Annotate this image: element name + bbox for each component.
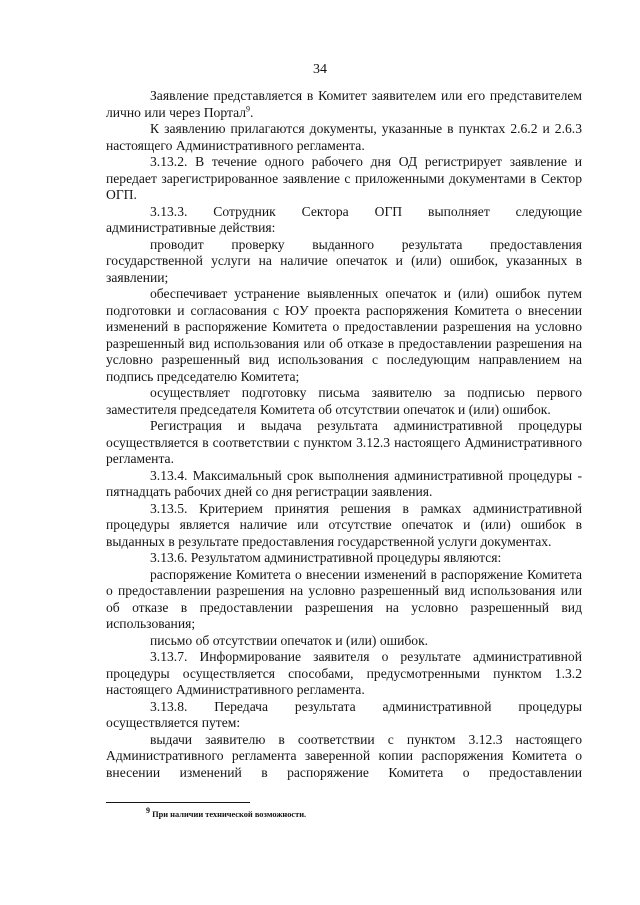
paragraph: проводит проверку выданного результата предоставления государственной услуги на наличие опечаток и (или) ошибок, указанных в заявлении; bbox=[106, 236, 582, 285]
paragraph: выдачи заявителю в соответствии с пунктом 3.12.3 настоящего Административного регламента заверенной копии распоряжения Комитета о внесении изменений в распоряжение Комитета о предоставлении bbox=[106, 731, 582, 780]
page-number: 34 bbox=[313, 62, 327, 77]
paragraph: 3.13.5. Критерием принятия решения в рамках административной процедуры является наличие или отсутствие опечаток и (или) ошибок в выданных в результате предоставления государственной услуги документах. bbox=[106, 500, 582, 549]
paragraph: Заявление представляется в Комитет заявителем или его представителем лично или через Портал$^9$. bbox=[106, 88, 582, 120]
paragraph: осуществляет подготовку письма заявителю за подписью первого заместителя председателя Комитета об отсутствии опечаток и (или) ошибок. bbox=[106, 385, 582, 417]
paragraph: 3.13.4. Максимальный срок выполнения административной процедуры - пятнадцать рабочих дней со дня регистрации заявления. bbox=[106, 467, 582, 499]
paragraph: 3.13.6. Результатом административной процедуры являются: bbox=[150, 550, 502, 565]
footnote-separator bbox=[106, 802, 250, 803]
footnote-reference: 9 bbox=[246, 103, 251, 113]
paragraph: 3.13.2. В течение одного рабочего дня ОД регистрирует заявление и передает зарегистрированное заявление с приложенными документами в Сектор ОГП. bbox=[106, 154, 582, 202]
paragraph: письмо об отсутствии опечаток и (или) ошибок. bbox=[150, 632, 429, 648]
paragraph: обеспечивает устранение выявленных опечаток и (или) ошибок путем подготовки и согласования с ЮУ проекта распоряжения Комитета о внесении изменений в распоряжение Комитета о предоставлении разрешения на условно разрешенный вид использования или об отказе в предоставлении разрешения на условно разрешенный вид использования с последующим направлением на подпись председателю Комитета; bbox=[106, 286, 582, 384]
paragraph: 3.13.7. Информирование заявителя о результате административной процедуры осуществляется способами, предусмотренными пунктом 1.3.2 настоящего Административного регламента. bbox=[106, 649, 582, 697]
footnote bbox=[146, 806, 307, 819]
paragraph: распоряжение Комитета о внесении изменений в распоряжение Комитета о предоставлении разрешения на условно разрешенный вид использования или об отказе в предоставлении разрешения на условно разрешенный вид использования; bbox=[106, 566, 582, 631]
paragraph: 3.13.3. Сотрудник Сектора ОГП выполняет следующие административные действия: bbox=[106, 203, 582, 235]
paragraph: 3.13.8. Передача результата административной процедуры осуществляется путем: bbox=[106, 698, 582, 730]
paragraph: К заявлению прилагаются документы, указанные в пунктах 2.6.2 и 2.6.3 настоящего Административного регламента. bbox=[106, 121, 582, 153]
body-text bbox=[106, 88, 582, 781]
footnote-mark: 9 bbox=[146, 806, 150, 816]
paragraph: Регистрация и выдача результата административной процедуры осуществляется в соответствии с пунктом 3.12.3 настоящего Административного регламента. bbox=[106, 418, 582, 466]
footnote-text: При наличии технической возможности. bbox=[152, 810, 307, 819]
